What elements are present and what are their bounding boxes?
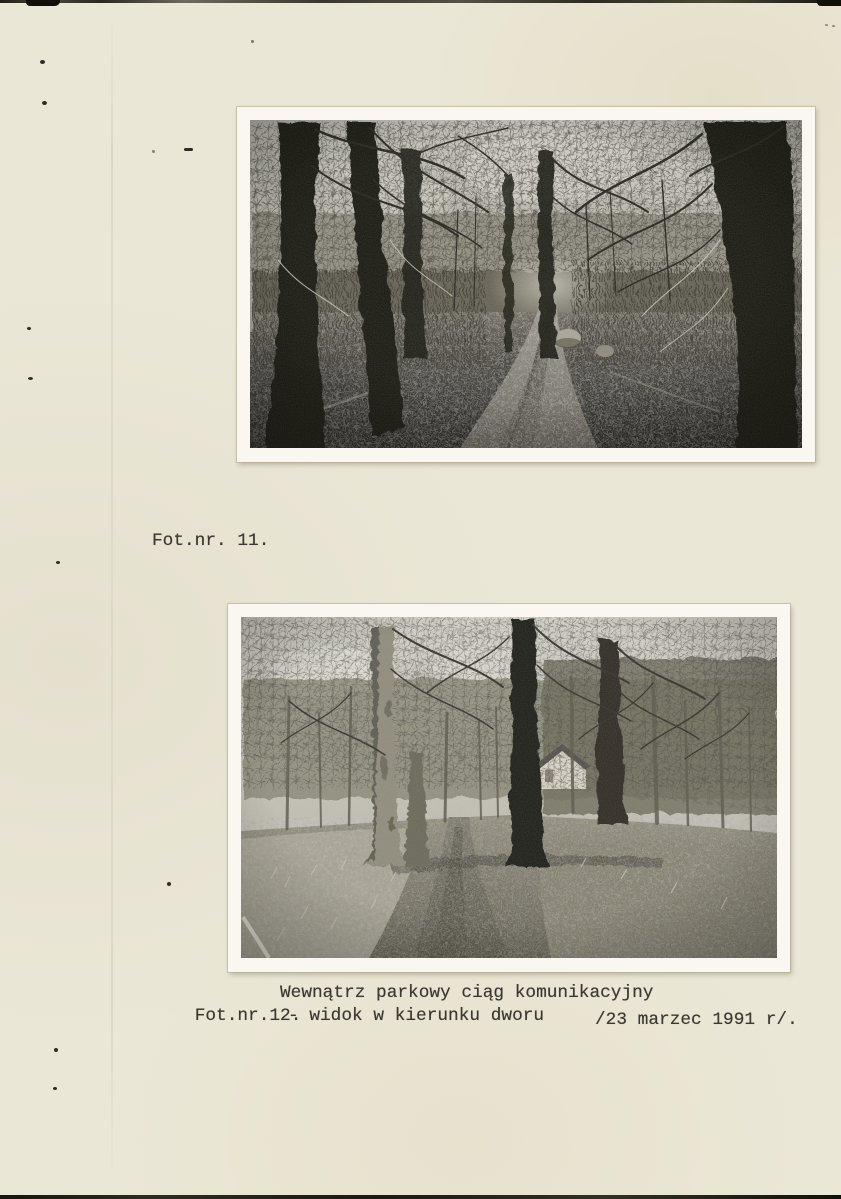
- scan-edge-top: [0, 0, 841, 3]
- ink-speck: [28, 377, 33, 380]
- scan-notch-top-left: [26, 0, 60, 6]
- scan-edge-bottom: [0, 1195, 841, 1199]
- ink-speck: [40, 60, 45, 64]
- figure-2-caption-line1: Wewnątrz parkowy ciąg komunikacyjny: [280, 983, 654, 1003]
- figure-2-label-wrap: [152, 982, 301, 1050]
- ink-speck: [832, 25, 835, 27]
- ink-dash: [184, 148, 193, 151]
- photo-print-1: [237, 107, 815, 462]
- ink-speck: [53, 1087, 57, 1090]
- ink-speck: [825, 24, 828, 26]
- ink-speck: [56, 561, 60, 564]
- figure-1-label: Fot.nr. 11.: [152, 531, 270, 552]
- paper-crease: [111, 0, 113, 1199]
- ink-speck: [27, 327, 31, 330]
- ink-speck: [152, 150, 155, 153]
- photo1-vignette: [250, 120, 802, 448]
- photo2-vignette: [241, 617, 777, 958]
- ink-speck: [54, 1048, 58, 1052]
- figure-2-date: /23 marzec 1991 r/.: [595, 1010, 798, 1030]
- figure-2-label: Fot.nr.12.: [194, 1005, 302, 1026]
- photo-1-image: [250, 120, 802, 448]
- figure-2-caption-line2: - widok w kierunku dworu: [288, 1006, 545, 1026]
- ink-speck: [42, 101, 47, 105]
- photo-2-image: [241, 617, 777, 958]
- scan-notch-top-right: [817, 0, 841, 6]
- ink-speck: [251, 40, 254, 43]
- photo-print-2: [228, 604, 790, 972]
